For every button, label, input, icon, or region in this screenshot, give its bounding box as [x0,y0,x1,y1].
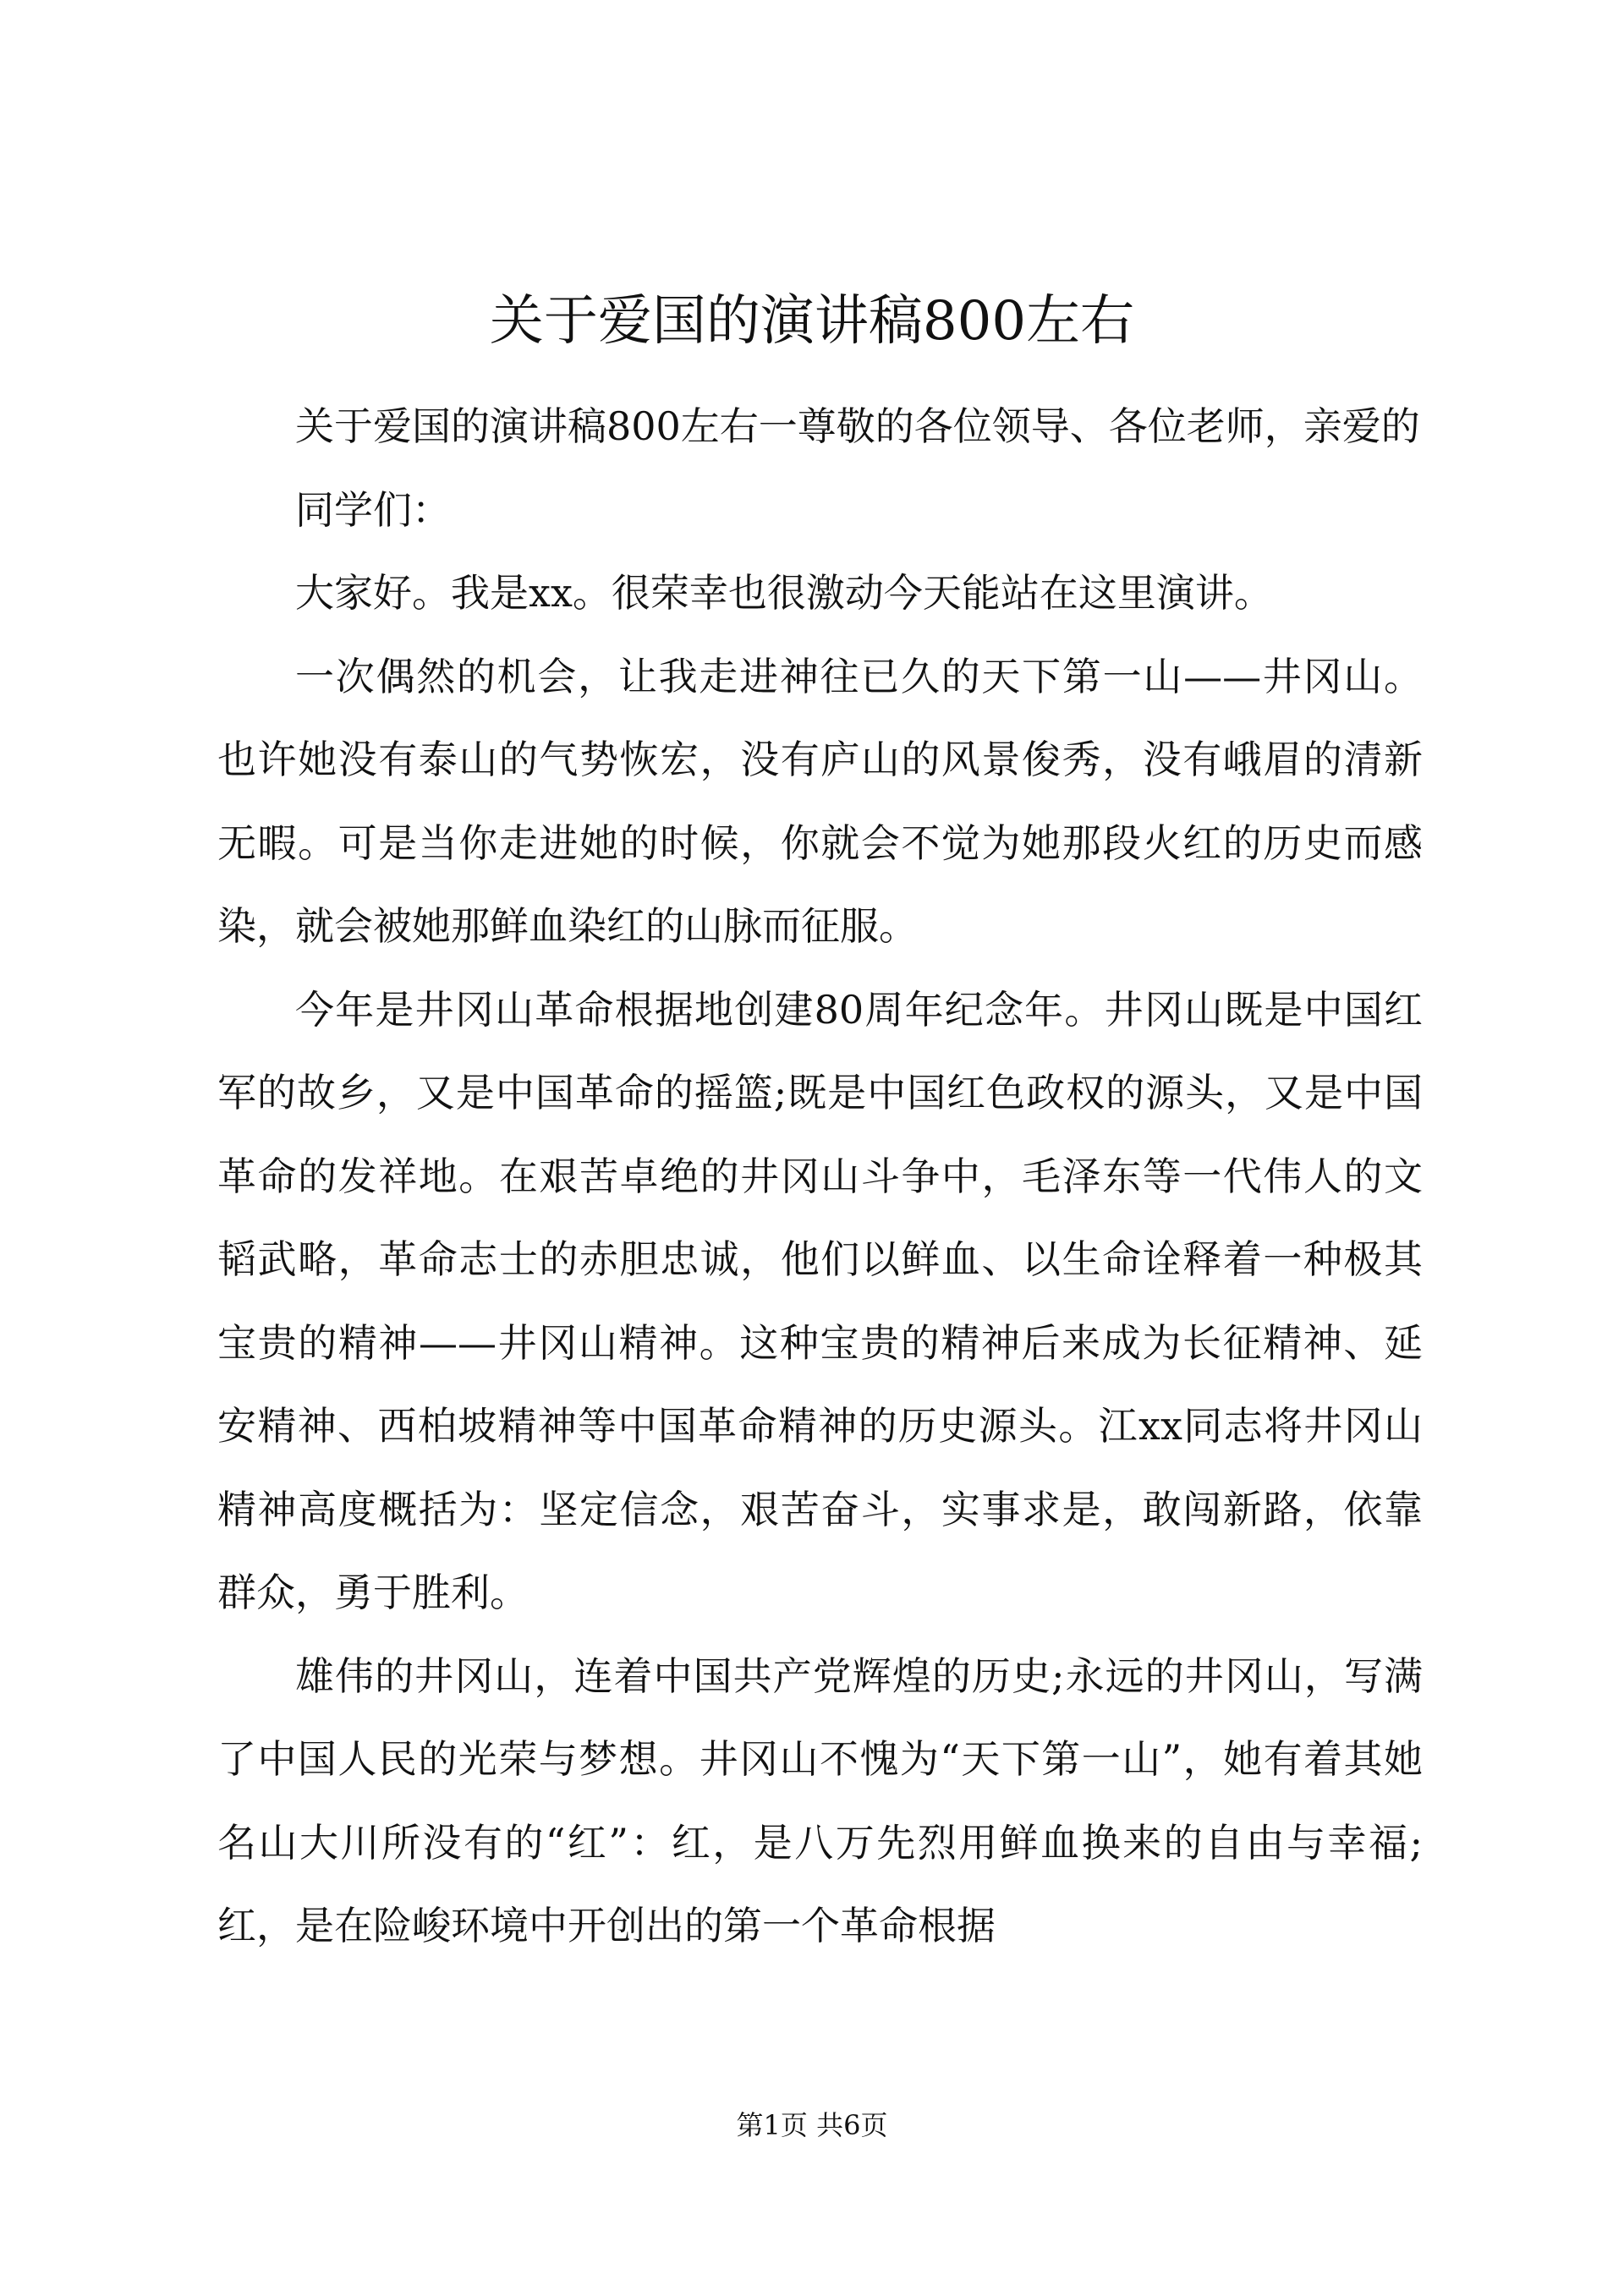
paragraph-intro: 大家好。我是xx。很荣幸也很激动今天能站在这里演讲。 [295,570,1273,616]
paragraph-red-spirit: 雄伟的井冈山，连着中国共产党辉煌的历史;永远的井冈山，写满了中国人民的光荣与梦想。井冈山不愧为“天下第一山”，她有着其她名山大川所没有的“红”：红，是八万先烈用鲜血换来的自由与幸福;红，是在险峻环境中开创出的第一个革命根据 [217,1652,1423,1948]
paragraph-jinggangshan-visit: 一次偶然的机会，让我走进神往已久的天下第一山——井冈山。也许她没有泰山的气势恢宏，没有庐山的风景俊秀，没有峨眉的清新无暇。可是当你走进她的时候，你就会不觉为她那段火红的历史而感染，就会被她那鲜血染红的山脉而征服。 [217,653,1423,949]
paragraph-classmates: 同学们： [295,486,451,533]
paragraph-greeting: 关于爱国的演讲稿800左右一尊敬的各位领导、各位老师，亲爱的 [295,403,1420,449]
paragraph-anniversary: 今年是井冈山革命根据地创建80周年纪念年。井冈山既是中国红军的故乡，又是中国革命的摇篮;既是中国红色政权的源头，又是中国革命的发祥地。在艰苦卓绝的井冈山斗争中，毛泽东等一代伟人的文韬武略，革命志士的赤胆忠诚，他们以鲜血、以生命诠释着一种极其宝贵的精神——井冈山精神。这种宝贵的精神后来成为长征精神、延安精神、西柏坡精神等中国革命精神的历史源头。江xx同志将井冈山精神高度概括为：坚定信念，艰苦奋斗，实事求是，敢闯新路，依靠群众，勇于胜利。 [217,986,1423,1615]
document-title: 关于爱国的演讲稿800左右 [489,290,1135,353]
page-number: 第1页 共6页 [736,2109,888,2141]
document-body [217,385,1423,1968]
